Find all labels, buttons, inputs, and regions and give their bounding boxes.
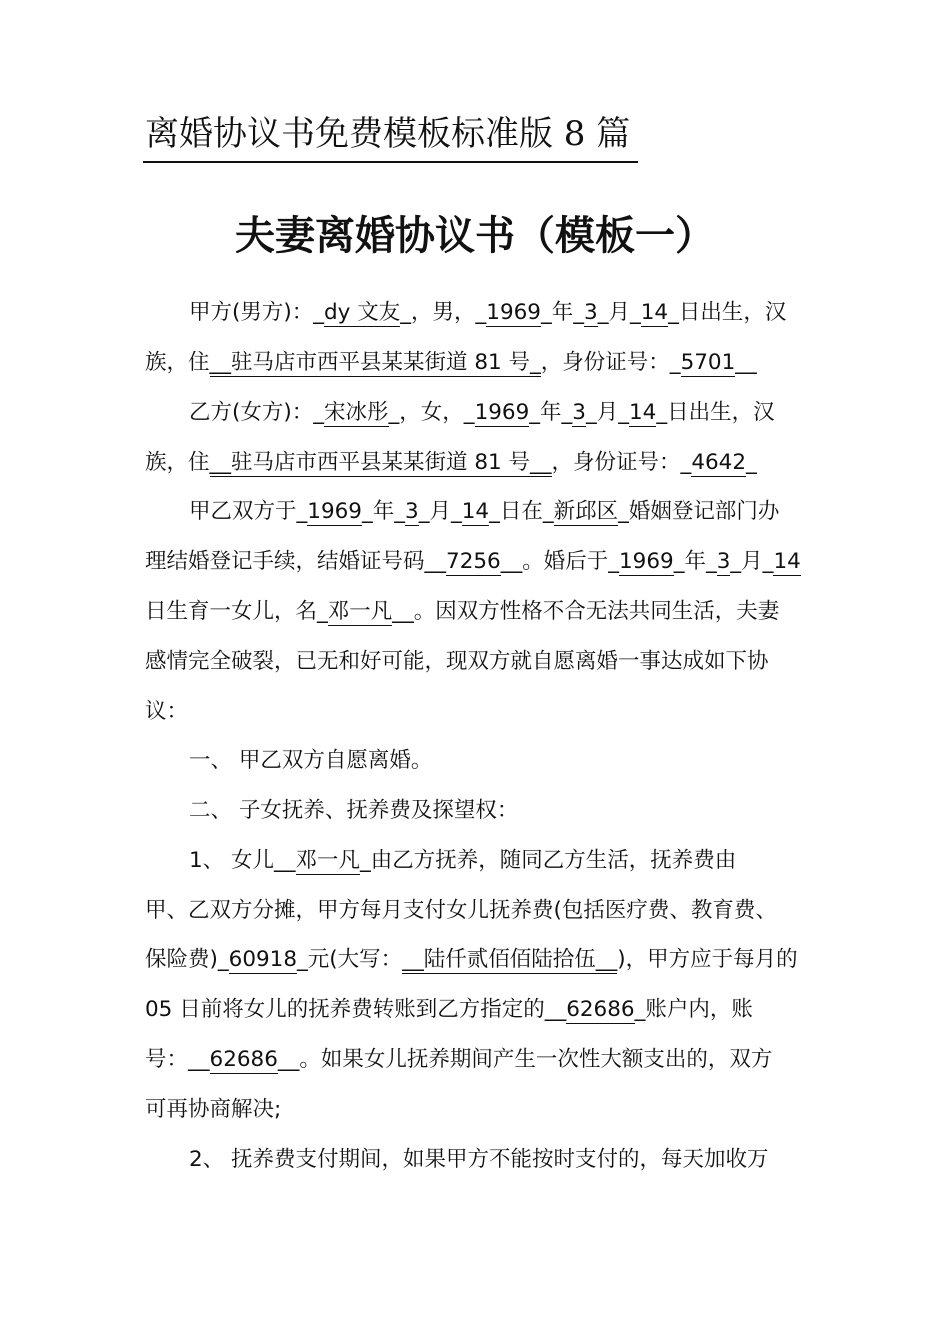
filled-value: __陆仟贰佰佰陆拾伍__ bbox=[402, 947, 618, 972]
paragraph-line: 甲、乙双方分摊，甲方每月支付女儿抚养费(包括医疗费、教育费、 bbox=[145, 898, 777, 923]
filled-value: dy 文友 bbox=[324, 300, 401, 325]
filled-value: 5701 bbox=[680, 350, 736, 375]
filled-value: 7256 bbox=[446, 549, 501, 574]
filled-value: 14 bbox=[773, 549, 801, 574]
filled-value: 14 bbox=[640, 300, 669, 325]
filled-value: __驻马店市西平县某某街道 81 号__ bbox=[209, 450, 552, 475]
paragraph-line: 族，住__驻马店市西平县某某街道 81 号_，身份证号：_5701__ bbox=[145, 350, 757, 375]
filled-value: 14 bbox=[629, 400, 657, 425]
paragraph-line: 二、 子女抚养、抚养费及探望权： bbox=[189, 798, 519, 823]
paragraph-line: 1、 女儿__邓一凡_由乙方抚养，随同乙方生活，抚养费由 bbox=[189, 848, 737, 873]
paragraph-line: 号：__62686__。如果女儿抚养期间产生一次性大额支出的，双方 bbox=[145, 1047, 773, 1072]
filled-value: 新邱区 bbox=[553, 499, 619, 524]
filled-value: 邓一凡 bbox=[327, 599, 393, 624]
paragraph-line: 一、 甲乙双方自愿离婚。 bbox=[189, 748, 433, 773]
filled-value: 1969 bbox=[307, 499, 362, 524]
document-title: 夫妻离婚协议书（模板一） bbox=[235, 213, 715, 259]
paragraph-line: 05 日前将女儿的抚养费转账到乙方指定的__62686_账户内，账 bbox=[145, 997, 753, 1022]
paragraph-line: 甲方(男方)：_dy 文友_，男，_1969_年_3_月_14_日出生，汉 bbox=[189, 300, 787, 325]
filled-value: 4642 bbox=[691, 450, 747, 475]
filled-value: 62686 bbox=[209, 1047, 278, 1072]
filled-value: __驻马店市西平县某某街道 81 号_ bbox=[209, 350, 541, 375]
filled-value: 3 bbox=[584, 300, 598, 325]
filled-value: 3 bbox=[405, 499, 419, 524]
filled-value: 1969 bbox=[619, 549, 674, 574]
paragraph-line: 议： bbox=[145, 699, 189, 724]
filled-value: 60918 bbox=[228, 947, 298, 972]
filled-value: 3 bbox=[716, 549, 731, 574]
header-divider bbox=[143, 161, 638, 163]
paragraph-line: 甲乙双方于_1969_年_3_月_14_日在_新邱区_婚姻登记部门办 bbox=[189, 499, 780, 524]
paragraph-line: 族，住__驻马店市西平县某某街道 81 号__，身份证号：_4642_ bbox=[145, 450, 757, 475]
filled-value: 1969 bbox=[474, 400, 530, 425]
filled-value: 3 bbox=[572, 400, 586, 425]
filled-value: 宋冰彤 bbox=[324, 400, 389, 425]
filled-value: 14 bbox=[461, 499, 490, 524]
filled-value: 1969 bbox=[486, 300, 541, 325]
paragraph-line: 乙方(女方)：_宋冰彤_，女，_1969_年_3_月_14_日出生，汉 bbox=[189, 400, 775, 425]
filled-value: 邓一凡 bbox=[295, 848, 361, 873]
paragraph-line: 感情完全破裂，已无和好可能，现双方就自愿离婚一事达成如下协 bbox=[145, 649, 769, 674]
paragraph-line: 2、 抚养费支付期间，如果甲方不能按时支付的，每天加收万 bbox=[189, 1147, 769, 1172]
header-title: 离婚协议书免费模板标准版 8 篇 bbox=[145, 114, 631, 154]
paragraph-line: 保险费)_60918_元(大写：__陆仟贰佰佰陆拾伍__)，甲方应于每月的 bbox=[145, 947, 798, 972]
paragraph-line: 日生育一女儿，名_邓一凡__。因双方性格不合无法共同生活，夫妻 bbox=[145, 599, 780, 624]
filled-value: 62686 bbox=[566, 997, 635, 1022]
paragraph-line: 理结婚登记手续，结婚证号码__7256__。婚后于_1969_年_3_月_14 bbox=[145, 549, 801, 574]
paragraph-line: 可再协商解决; bbox=[145, 1097, 282, 1122]
